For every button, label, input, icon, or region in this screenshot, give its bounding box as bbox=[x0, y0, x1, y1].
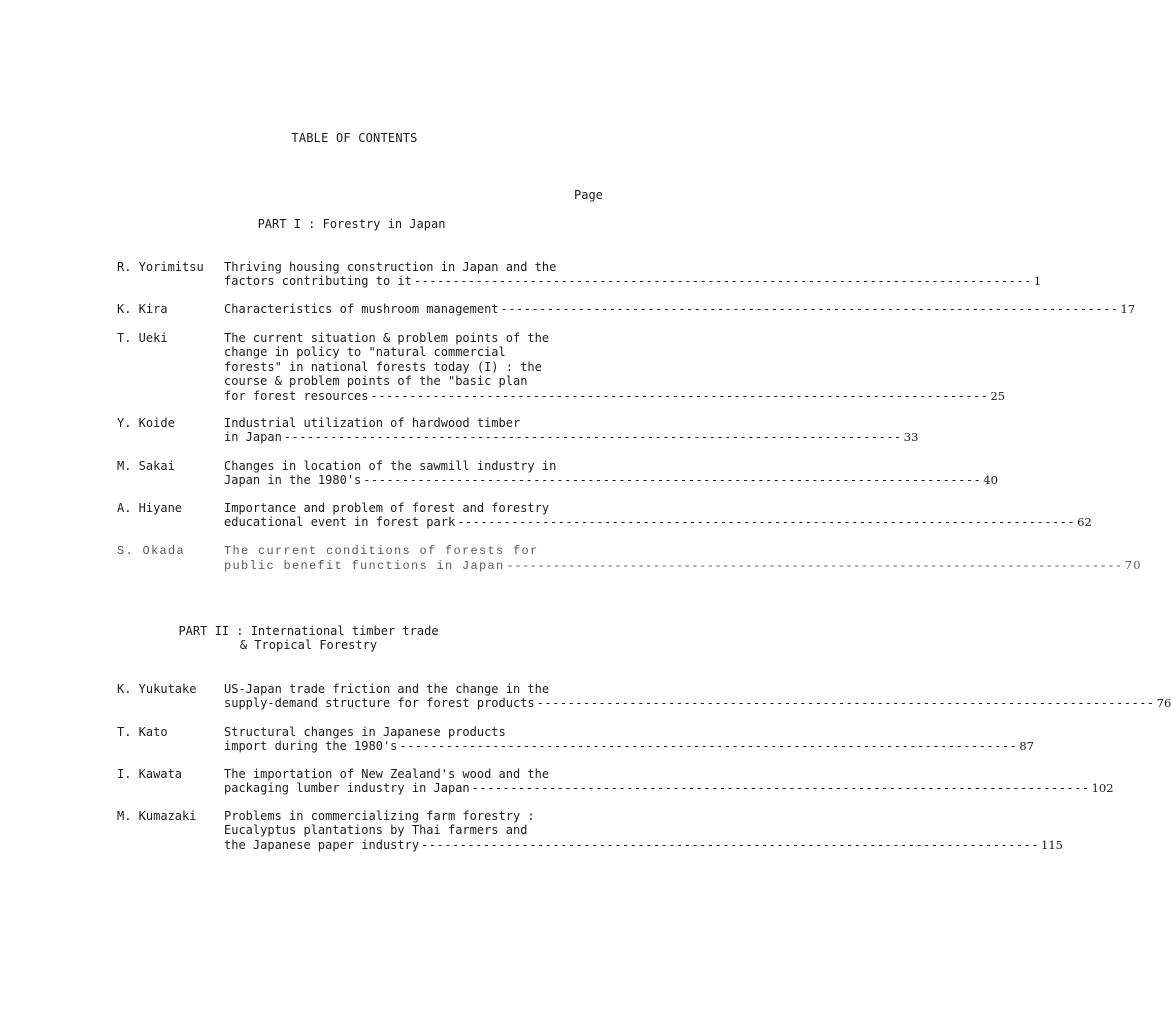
entry-title-line: Industrial utilization of hardwood timber bbox=[224, 416, 521, 430]
entry-title-line: Problems in commercializing farm forestry : bbox=[224, 809, 535, 823]
entry-title-line: the Japanese paper industry -------------------------------------------------------------------------------- 115 bbox=[224, 837, 1063, 852]
leader-dashes: -------------------------------------------------------------------------------- bbox=[457, 515, 1076, 530]
entry-title-line: The current situation & problem points of the bbox=[224, 331, 550, 345]
part-heading-line: PART I : Forestry in Japan bbox=[257, 217, 446, 231]
entry-page-number: 17 bbox=[1120, 302, 1136, 316]
entry-title-line: Changes in location of the sawmill industry in bbox=[224, 459, 557, 473]
entry-title-line: The current conditions of forests for bbox=[224, 544, 539, 558]
entry-author: T. Ueki bbox=[117, 331, 168, 345]
entry-title bbox=[224, 544, 1142, 574]
entry-page-number: 1 bbox=[1033, 274, 1042, 289]
entry-page-number: 40 bbox=[983, 473, 998, 488]
entry-title-line: in Japan -------------------------------------------------------------------------------- 33 bbox=[224, 430, 919, 445]
entry-author: T. Kato bbox=[117, 725, 168, 739]
entry-title bbox=[224, 260, 1042, 289]
entry-title-line: US-Japan trade friction and the change in the bbox=[224, 682, 550, 696]
entry-page-number: 115 bbox=[1041, 837, 1063, 852]
entry-title-line: factors contributing to it -------------------------------------------------------------------------------- 1 bbox=[224, 274, 1042, 289]
entry-page-number: 76 bbox=[1156, 696, 1171, 711]
entry-title-line: educational event in forest park -------------------------------------------------------------------------------- 62 bbox=[224, 515, 1092, 530]
entry-title bbox=[224, 767, 1114, 796]
entry-page-number: 62 bbox=[1077, 515, 1092, 530]
entry-title-line: import during the 1980's -------------------------------------------------------------------------------- 87 bbox=[224, 739, 1034, 754]
entry-title-line: public benefit functions in Japan -------------------------------------------------------------------------------- 70 bbox=[224, 558, 1142, 574]
entry-title-line: Structural changes in Japanese products bbox=[224, 725, 506, 739]
entry-title-line: forests" in national forests today (I) : the bbox=[224, 359, 542, 374]
entry-page-number: 70 bbox=[1124, 558, 1142, 573]
entry-title-line: packaging lumber industry in Japan -------------------------------------------------------------------------------- 102 bbox=[224, 781, 1114, 796]
part-heading bbox=[0, 624, 667, 653]
entry-title-line: The importation of New Zealand's wood and the bbox=[224, 767, 550, 781]
leader-dashes: -------------------------------------------------------------------------------- bbox=[399, 739, 1018, 754]
entry-title-line: Thriving housing construction in Japan and the bbox=[224, 260, 557, 274]
entry-title-line: for forest resources -------------------------------------------------------------------------------- 25 bbox=[224, 388, 1006, 403]
entry-author: I. Kawata bbox=[117, 767, 183, 781]
entry-page-number: 87 bbox=[1019, 739, 1034, 754]
leader-dashes: -------------------------------------------------------------------------------- bbox=[363, 473, 982, 488]
entry-title bbox=[224, 302, 1136, 316]
entry-author: R. Yorimitsu bbox=[117, 260, 204, 274]
part-heading-line: & Tropical Forestry bbox=[239, 638, 378, 653]
leader-dashes: -------------------------------------------------------------------------------- bbox=[506, 559, 1123, 574]
part-heading bbox=[0, 217, 710, 231]
entry-title bbox=[224, 501, 1092, 530]
part-heading-line: PART II : International timber trade bbox=[178, 624, 439, 638]
entry-author: A. Hiyane bbox=[117, 501, 183, 515]
entry-page-number: 33 bbox=[903, 430, 919, 445]
entry-title bbox=[224, 459, 998, 488]
entry-author: K. Yukutake bbox=[117, 682, 197, 696]
entry-title-line: Japan in the 1980's -------------------------------------------------------------------------------- 40 bbox=[224, 473, 998, 488]
entry-author: S. Okada bbox=[117, 544, 186, 558]
leader-dashes: -------------------------------------------------------------------------------- bbox=[283, 430, 902, 445]
page-column-label: Page bbox=[574, 188, 603, 202]
entry-title-line: supply-demand structure for forest products -------------------------------------------------------------------------------- 76 bbox=[224, 696, 1171, 711]
leader-dashes: -------------------------------------------------------------------------------- bbox=[421, 837, 1040, 852]
entry-title-line: course & problem points of the "basic plan bbox=[224, 374, 528, 389]
page-title: TABLE OF CONTENTS bbox=[291, 131, 418, 145]
entry-title-line: Eucalyptus plantations by Thai farmers and bbox=[224, 823, 528, 838]
entry-page-number: 102 bbox=[1091, 781, 1114, 796]
entry-author: M. Sakai bbox=[117, 459, 175, 473]
entry-author: K. Kira bbox=[117, 302, 168, 316]
entry-title bbox=[224, 725, 1034, 754]
leader-dashes: -------------------------------------------------------------------------------- bbox=[471, 781, 1090, 796]
entry-title bbox=[224, 331, 1006, 403]
leader-dashes: -------------------------------------------------------------------------------- bbox=[370, 388, 989, 403]
leader-dashes: -------------------------------------------------------------------------------- bbox=[413, 274, 1032, 289]
entry-title bbox=[224, 416, 919, 445]
entry-author: Y. Koide bbox=[117, 416, 175, 430]
entry-title bbox=[224, 809, 1063, 852]
entry-title bbox=[224, 682, 1171, 711]
entry-title-line: Importance and problem of forest and forestry bbox=[224, 501, 550, 515]
leader-dashes: -------------------------------------------------------------------------------- bbox=[500, 302, 1119, 316]
entry-page-number: 25 bbox=[990, 388, 1006, 403]
entry-title-line: Characteristics of mushroom management -------------------------------------------------------------------------------- 17 bbox=[224, 302, 1136, 316]
leader-dashes: -------------------------------------------------------------------------------- bbox=[536, 696, 1155, 711]
entry-title-line: change in policy to "natural commercial bbox=[224, 345, 506, 360]
entry-author: M. Kumazaki bbox=[117, 809, 197, 823]
